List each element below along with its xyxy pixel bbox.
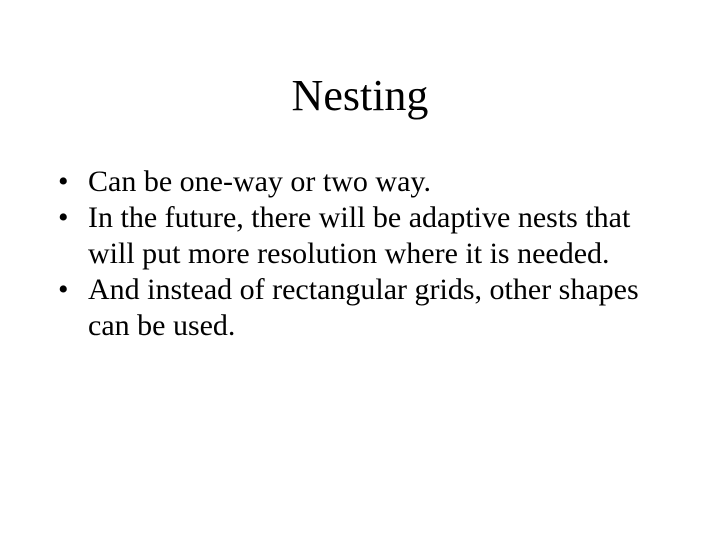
bullet-text: In the future, there will be adaptive nests that will put more resolution where it is needed. (88, 201, 631, 270)
bullet-list (58, 164, 658, 344)
bullet-text: Can be one-way or two way. (88, 165, 431, 198)
bullet-text: And instead of rectangular grids, other shapes can be used. (88, 273, 639, 342)
bullet-icon: • (58, 201, 69, 234)
list-item (58, 164, 658, 200)
list-item (58, 272, 658, 344)
slide-title: Nesting (291, 71, 429, 120)
list-item (58, 200, 658, 272)
bullet-icon: • (58, 273, 69, 306)
bullet-icon: • (58, 165, 69, 198)
